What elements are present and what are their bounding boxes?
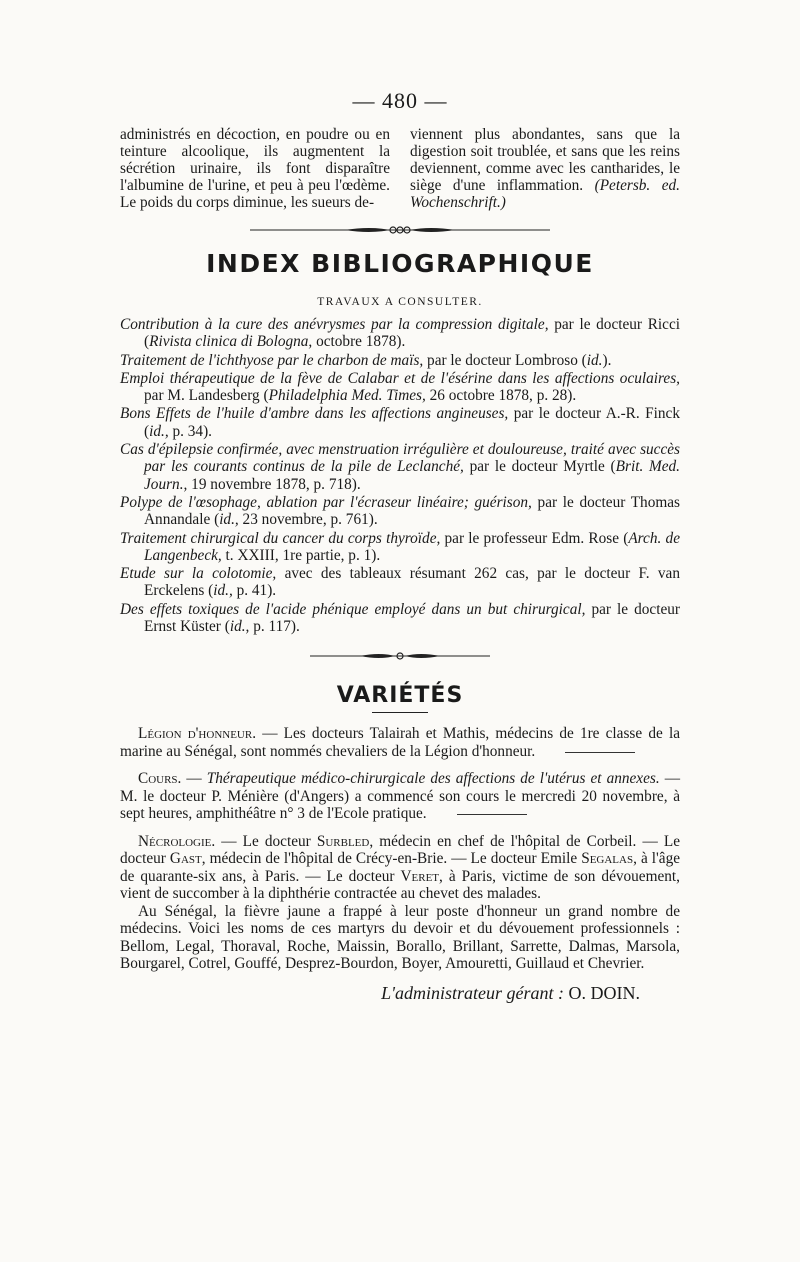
entry-author: par M. Landesberg (: [144, 387, 269, 405]
entry-reference: p. 41).: [232, 582, 277, 600]
bibliography-entry: [120, 352, 680, 369]
entry-reference: ).: [602, 351, 612, 369]
separator-line: [457, 814, 527, 815]
entry-author: par le professeur Edm. Rose (: [440, 529, 629, 547]
page: [120, 88, 680, 1004]
name-veret: Veret: [400, 867, 440, 885]
entry-author: par le docteur Ricci (: [144, 316, 680, 351]
intro-right-text: viennent plus abondantes, sans que la digestion soit troublée, et sans que les reins deviennent, comme avec les cantharides, le siège d'une inflammation.: [410, 126, 680, 194]
entry-reference: 19 novembre 1878, p. 718).: [187, 475, 361, 493]
entry-title: Emploi thérapeutique de la fève de Calabar et de l'ésérine dans les affections oculaires,: [120, 369, 680, 387]
bibliography-list: [120, 316, 680, 635]
necrologie-text-d: , à l'âge de quarante-six ans, à Paris. — Le docteur: [120, 850, 681, 885]
entry-reference: 26 octobre 1878, p. 28).: [425, 387, 577, 405]
necrologie-text-e: , à Paris, victime de son dévouement, vient de succomber à la diphthérie contractée au chevet des malades.: [120, 867, 680, 903]
intro-columns: [120, 126, 680, 211]
bibliography-entry: [120, 316, 680, 351]
bibliography-entry: [120, 405, 680, 440]
signature-name: O. DOIN.: [564, 982, 640, 1003]
legion-paragraph: [120, 725, 680, 760]
cours-paragraph: [120, 770, 680, 823]
title-underline: [372, 712, 428, 713]
entry-source: id.,: [213, 582, 233, 600]
entry-author: par le docteur Ernst Küster (: [144, 600, 680, 636]
bibliography-entry: [120, 494, 680, 529]
necrologie-label: Nécrologie.: [138, 832, 216, 850]
entry-source: id.,: [229, 618, 250, 636]
bibliography-entry: [120, 530, 680, 565]
intro-source: (Petersb. ed. Wochenschrift.): [410, 177, 680, 211]
varietes-title: VARIÉTÉS: [336, 683, 464, 709]
entry-title: Etude sur la colotomie,: [120, 565, 277, 583]
entry-reference: 23 novembre, p. 761).: [238, 511, 378, 529]
legion-text: — Les docteurs Talairah et Mathis, médecins de 1re classe de la marine au Sénégal, sont nommés chevaliers de la Légion d'honneur.: [120, 725, 680, 760]
cours-label: Cours.: [138, 770, 182, 788]
entry-source: Arch. de Langenbeck,: [144, 529, 680, 564]
ornament-rule-icon: [250, 225, 550, 235]
ornament-divider-2: [120, 651, 680, 661]
ornament-divider-1: [120, 225, 680, 235]
bibliography-entry: [120, 601, 680, 636]
signature: [120, 983, 680, 1004]
bibliography-entry: [120, 370, 680, 405]
necrologie-text-c: , médecin de l'hôpital de Crécy-en-Brie. — Le docteur Emile: [201, 850, 582, 868]
entry-reference: p. 34).: [168, 422, 212, 440]
entry-title: Bons Effets de l'huile d'ambre dans les affections angineuses,: [120, 405, 509, 423]
entry-reference: octobre 1878).: [312, 333, 406, 351]
intro-left-column: [120, 126, 390, 211]
signature-label: L'administrateur gérant :: [381, 982, 564, 1003]
entry-source: Brit. Med. Journ.,: [144, 458, 681, 493]
entry-title: Traitement chirurgical du cancer du corps thyroïde,: [120, 529, 441, 547]
entry-reference: p. 117).: [249, 618, 300, 636]
cours-text: — M. le docteur P. Ménière (d'Angers) a commencé son cours le mercredi 20 novembre, à sept heures, amphithéâtre n° 3 de l'Ecole pratique.: [120, 770, 680, 823]
entry-reference: t. XXIII, 1re partie, p. 1).: [221, 546, 381, 564]
name-gast: Gast: [169, 850, 202, 868]
entry-source: Philadelphia Med. Times,: [268, 387, 426, 405]
index-subtitle: TRAVAUX A CONSULTER.: [317, 296, 483, 308]
bibliography-entry: [120, 441, 680, 493]
bibliography-entry: [120, 565, 680, 600]
entry-author: par le docteur Lombroso (: [423, 351, 587, 369]
separator-line: [565, 752, 635, 753]
index-title: INDEX BIBLIOGRAPHIQUE: [206, 249, 594, 278]
legion-label: Légion d'honneur.: [138, 725, 257, 743]
entry-author: par le docteur A.-R. Finck (: [144, 405, 680, 440]
name-segalas: Segalas: [581, 850, 634, 868]
page-number: — 480 —: [352, 88, 448, 113]
ornament-rule-icon: [310, 651, 490, 661]
entry-author: avec des tableaux résumant 262 cas, par le docteur F. van Erckelens (: [144, 565, 680, 600]
cours-title: Thérapeutique médico-chirurgicale des affections de l'utérus et annexes.: [206, 770, 660, 788]
entry-source: id.,: [149, 422, 169, 440]
necrologie-text-a: — Le docteur: [215, 832, 317, 850]
entry-title: Contribution à la cure des anévrysmes par la compression digitale,: [120, 316, 549, 333]
name-surbled: Surbled: [316, 832, 370, 850]
entry-title: Cas d'épilepsie confirmée, avec menstruation irrégulière et douloureuse, traité avec succès par les courants continus de la pile de Leclanché,: [120, 441, 680, 476]
necrologie-text-b: , médecin en chef de l'hôpital de Corbeil. — Le docteur: [120, 832, 680, 868]
entry-title: Traitement de l'ichthyose par le charbon de maïs,: [120, 351, 424, 369]
entry-source: Rivista clinica di Bologna,: [149, 333, 313, 351]
necrologie-paragraph: [120, 833, 680, 973]
intro-right-paragraph: [410, 126, 680, 211]
varietes-section: [120, 725, 680, 973]
intro-right-column: [410, 126, 680, 211]
entry-source: id.: [586, 351, 603, 369]
necrologie-senegal-text: Au Sénégal, la fièvre jaune a frappé à leur poste d'honneur un grand nombre de médecins. Voici les noms de ces martyrs du devoir et du dévouement professionnels : Bellom, Legal, Thoraval, Roche, Maissin, Borallo, Brillant, Sarrette, Dalmas, Marsola, Bourgarel, Cotrel, Gouffé, Desprez-Bourdon, Boyer, Amouretti, Guillaud et Chevrier.: [120, 902, 680, 973]
entry-title: Des effets toxiques de l'acide phénique employé dans un but chirurgical,: [120, 600, 586, 618]
entry-author: par le docteur Thomas Annandale (: [144, 493, 680, 529]
entry-source: id.,: [219, 511, 239, 529]
cours-dash: —: [181, 770, 207, 788]
entry-title: Polype de l'œsophage, ablation par l'écraseur linéaire; guérison,: [120, 493, 532, 511]
intro-left-text: administrés en décoction, en poudre ou en teinture alcoolique, ils augmentent la sécrétion urinaire, ils font disparaître l'albumine de l'urine, et peu à peu l'œdème. Le poids du corps diminue, les sueurs de-: [120, 126, 390, 211]
entry-author: par le docteur Myrtle (: [463, 458, 616, 476]
